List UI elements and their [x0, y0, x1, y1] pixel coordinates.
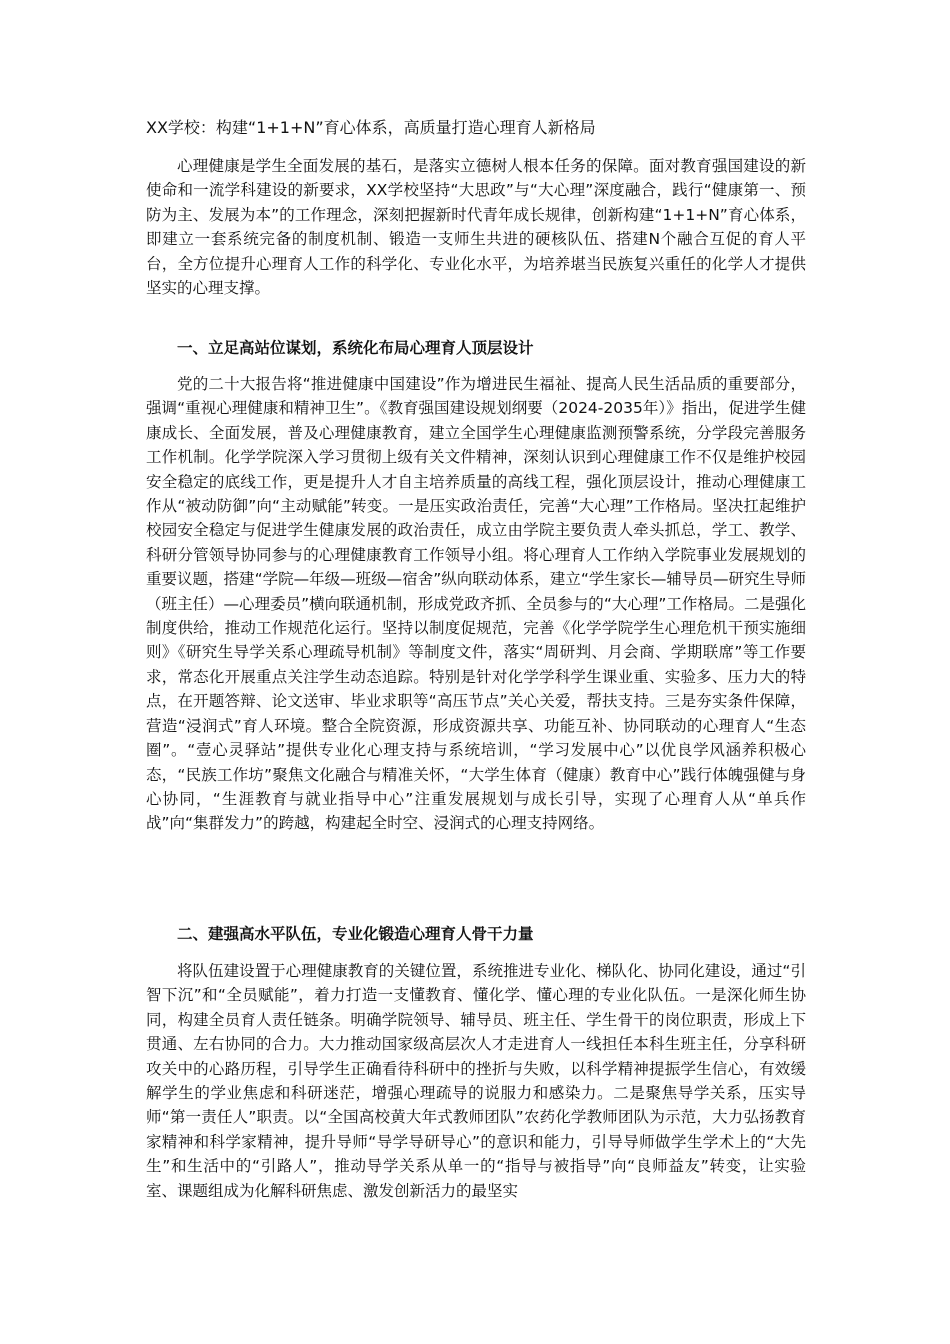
intro-paragraph: 心理健康是学生全面发展的基石，是落实立德树人根本任务的保障。面对教育强国建设的新使命和一流学科建设的新要求，XX学校坚持“大思政”与“大心理”深度融合，践行“健康第一、预防为主、发展为本”的工作理念，深刻把握新时代青年成长规律，创新构建“1+1+N”育心体系，即建立一套系统完备的制度机制、锻造一支师生共进的硬核队伍、搭建N个融合互促的育人平台，全方位提升心理育人工作的科学化、专业化水平，为培养堪当民族复兴重任的化学人才提供坚实的心理支撑。 [146, 157, 806, 298]
document-title: XX学校：构建“1+1+N”育心体系，高质量打造心理育人新格局 [146, 118, 596, 137]
section-1-heading: 一、立足高站位谋划，系统化布局心理育人顶层设计 [177, 339, 534, 357]
section-2-paragraph: 将队伍建设置于心理健康教育的关键位置，系统推进专业化、梯队化、协同化建设，通过“引智下沉”和“全员赋能”，着力打造一支懂教育、懂化学、懂心理的专业化队伍。一是深化师生协同，构建全员育人责任链条。明确学院领导、辅导员、班主任、学生骨干的岗位职责，形成上下贯通、左右协同的合力。大力推动国家级高层次人才走进育人一线担任本科生班主任，分享科研攻关中的心路历程，引导学生正确看待科研中的挫折与失败，以科学精神提振学生信心，有效缓解学生的学业焦虑和科研迷茫，增强心理疏导的说服力和感染力。二是聚焦导学关系，压实导师“第一责任人”职责。以“全国高校黄大年式教师团队”农药化学教师团队为示范，大力弘扬教育家精神和科学家精神，提升导师“导学导研导心”的意识和能力，引导导师做学生学术上的“大先生”和生活中的“引路人”，推动导学关系从单一的“指导与被指导”向“良师益友”转变，让实验室、课题组成为化解科研焦虑、激发创新活力的最坚实 [146, 962, 806, 1200]
document-page [146, 0, 806, 1344]
section-2-heading: 二、建强高水平队伍，专业化锻造心理育人骨干力量 [177, 925, 534, 943]
section-1-paragraph: 党的二十大报告将“推进健康中国建设”作为增进民生福祉、提高人民生活品质的重要部分，强调“重视心理健康和精神卫生”。《教育强国建设规划纲要（2024-2035年）》指出，促进学生健康成长、全面发展，普及心理健康教育，建立全国学生心理健康监测预警系统，分学段完善服务工作机制。化学学院深入学习贯彻上级有关文件精神，深刻认识到心理健康工作不仅是维护校园安全稳定的底线工作，更是提升人才自主培养质量的高线工程，强化顶层设计，推动心理健康工作从“被动防御”向“主动赋能”转变。一是压实政治责任，完善“大心理”工作格局。坚决扛起维护校园安全稳定与促进学生健康发展的政治责任，成立由学院主要负责人牵头抓总，学工、教学、科研分管领导协同参与的心理健康教育工作领导小组。将心理育人工作纳入学院事业发展规划的重要议题，搭建“学院—年级—班级—宿舍”纵向联动体系，建立“学生家长—辅导员—研究生导师（班主任）—心理委员”横向联通机制，形成党政齐抓、全员参与的“大心理”工作格局。二是强化制度供给，推动工作规范化运行。坚持以制度促规范，完善《化学学院学生心理危机干预实施细则》《研究生导学关系心理疏导机制》等制度文件，落实“周研判、月会商、学期联席”等工作要求，常态化开展重点关注学生动态追踪。特别是针对化学学科学生课业重、实验多、压力大的特点，在开题答辩、论文送审、毕业求职等“高压节点”关心关爱，帮扶支持。三是夯实条件保障，营造“浸润式”育人环境。整合全院资源，形成资源共享、功能互补、协同联动的心理育人“生态圈”。“壹心灵驿站”提供专业化心理支持与系统培训，“学习发展中心”以优良学风涵养积极心态，“民族工作坊”聚焦文化融合与精准关怀，“大学生体育（健康）教育中心”践行体魄强健与身心协同，“生涯教育与就业指导中心”注重发展规划与成长引导，实现了心理育人从“单兵作战”向“集群发力”的跨越，构建起全时空、浸润式的心理支持网络。 [146, 375, 806, 833]
